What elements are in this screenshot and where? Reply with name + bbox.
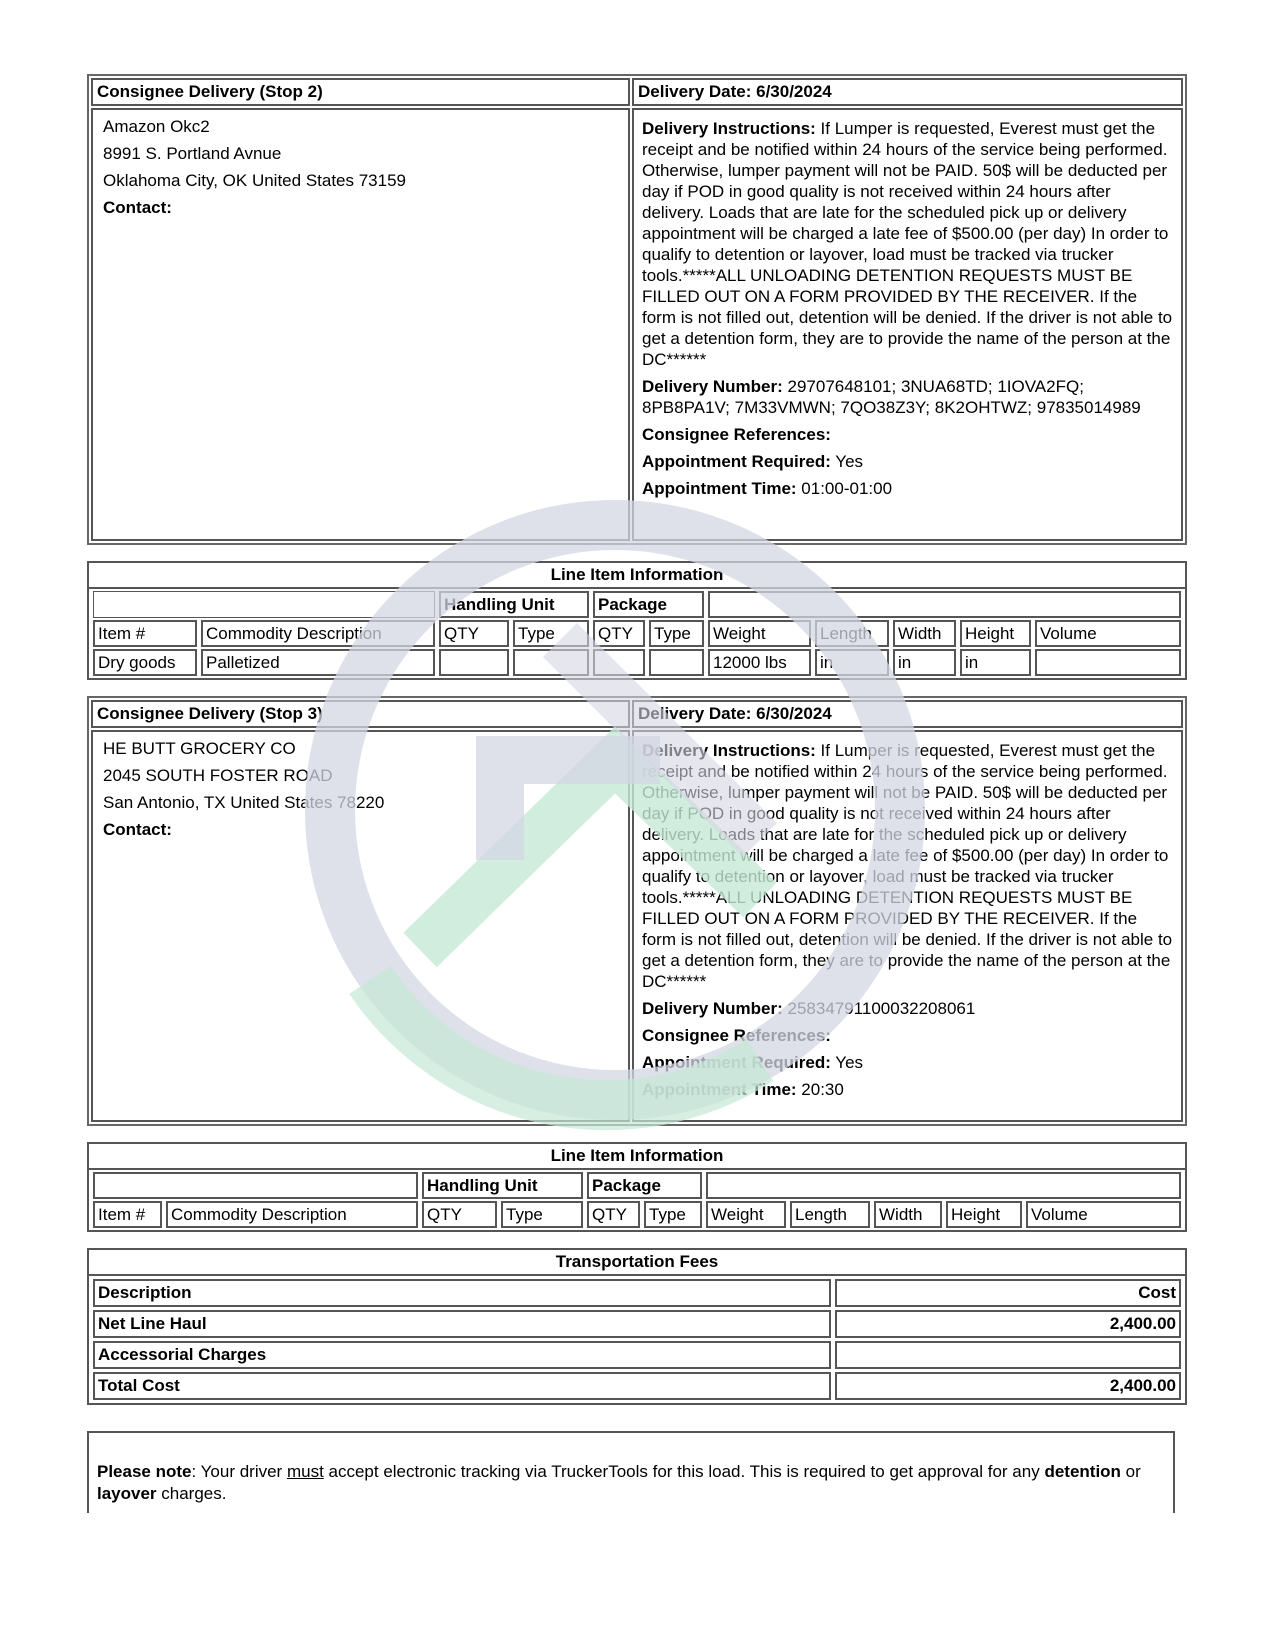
stop2-address-cell	[91, 108, 630, 541]
col-pkg-type: Type	[649, 620, 704, 647]
cell-hu-qty	[439, 649, 509, 676]
col-pkg-qty: QTY	[593, 620, 645, 647]
cell-length: in	[815, 649, 889, 676]
table-row	[93, 649, 1181, 676]
stop3-instructions-label: Delivery Instructions:	[642, 741, 816, 760]
col-item-number: Item #	[93, 620, 197, 647]
col-hu-type: Type	[513, 620, 589, 647]
note-layover: layover	[97, 1484, 157, 1503]
note-text: : Your driver	[191, 1462, 287, 1481]
col-hu-type: Type	[501, 1201, 583, 1228]
line-items-1-title: Line Item Information	[89, 563, 1185, 589]
table-row	[93, 1341, 1181, 1369]
line-items-1-package: Package	[593, 591, 704, 618]
stop2-instructions-text: If Lumper is requested, Everest must get the receipt and be notified within 24 hours of the service being performed. Otherwise, lumper payment will not be PAID. 50$ will be deducted per day if POD in good quality is not received within 24 hours after delivery. Loads that are late for the scheduled pick up or delivery appointment will be charged a late fee of $500.00 (per day) In order to qualify to detention or layover, load must be tracked via trucker tools.*****ALL UNLOADING DETENTION REQUESTS MUST BE FILLED OUT ON A FORM PROVIDED BY THE RECEIVER. If the form is not filled out, detention will be denied. If the driver is not able to get a detention form, they are to provide the name of the person at the DC******	[642, 119, 1173, 369]
line-items-1-spacer-right	[708, 591, 1181, 618]
stop3-address-cell	[91, 730, 630, 1122]
stop2-references-label: Consignee References:	[642, 425, 831, 444]
stop2-contact-label: Contact:	[103, 198, 172, 217]
line-items-2-package: Package	[587, 1172, 702, 1199]
cell-weight: 12000 lbs	[708, 649, 811, 676]
col-hu-qty: QTY	[422, 1201, 497, 1228]
col-item-number: Item #	[93, 1201, 162, 1228]
table-row	[93, 1372, 1181, 1400]
col-volume: Volume	[1026, 1201, 1181, 1228]
col-hu-qty: QTY	[439, 620, 509, 647]
stop3-appt-required-label: Appointment Required:	[642, 1053, 831, 1072]
line-items-1-handling-unit: Handling Unit	[439, 591, 589, 618]
stop2-header: Consignee Delivery (Stop 2)	[91, 78, 630, 106]
stop3-contact-label: Contact:	[103, 820, 172, 839]
line-items-2-title: Line Item Information	[89, 1144, 1185, 1170]
cell-pkg-qty	[593, 649, 645, 676]
fees-title: Transportation Fees	[89, 1250, 1185, 1276]
col-commodity: Commodity Description	[166, 1201, 418, 1228]
stop2-delivery-number-label: Delivery Number:	[642, 377, 783, 396]
stop2-instructions-label: Delivery Instructions:	[642, 119, 816, 138]
note-detention: detention	[1044, 1462, 1121, 1481]
cell-pkg-type	[649, 649, 704, 676]
stop2-delivery-date: Delivery Date: 6/30/2024	[632, 78, 1183, 106]
fee-cost: 2,400.00	[835, 1372, 1181, 1400]
line-items-1	[87, 561, 1187, 680]
cell-height: in	[960, 649, 1031, 676]
col-pkg-type: Type	[644, 1201, 702, 1228]
stop3-city: San Antonio, TX United States 78220	[103, 793, 385, 812]
col-pkg-qty: QTY	[587, 1201, 640, 1228]
fee-cost: 2,400.00	[835, 1310, 1181, 1338]
note-must: must	[286, 1462, 324, 1481]
fees-desc-header: Description	[93, 1279, 831, 1307]
line-items-2	[87, 1142, 1187, 1232]
note-text: charges.	[156, 1484, 227, 1503]
col-width: Width	[893, 620, 956, 647]
col-width: Width	[874, 1201, 942, 1228]
fees-cost-header: Cost	[835, 1279, 1181, 1307]
stop2-appt-time-label: Appointment Time:	[642, 479, 797, 498]
stop3-header: Consignee Delivery (Stop 3)	[91, 700, 630, 728]
stop2-street: 8991 S. Portland Avnue	[103, 144, 282, 163]
stop3-appt-time-label: Appointment Time:	[642, 1080, 797, 1099]
line-items-2-handling-unit: Handling Unit	[422, 1172, 583, 1199]
stop2-instructions-cell	[632, 108, 1183, 541]
stop3-references-label: Consignee References:	[642, 1026, 831, 1045]
fee-desc: Net Line Haul	[93, 1310, 831, 1338]
stop2-appt-time: 01:00-01:00	[796, 479, 893, 498]
cell-hu-type	[513, 649, 589, 676]
col-length: Length	[790, 1201, 870, 1228]
stop2-delivery-number: 29707648101; 3NUA68TD; 1IOVA2FQ; 8PB8PA1V; 7M33VMWN; 7QO38Z3Y; 8K2OHTWZ; 97835014989	[642, 377, 1141, 417]
transportation-fees	[87, 1248, 1187, 1405]
stop3-company: HE BUTT GROCERY CO	[103, 739, 296, 758]
line-items-1-spacer	[93, 591, 435, 618]
note-text: or	[1120, 1462, 1141, 1481]
tracking-note	[87, 1431, 1175, 1513]
table-row	[93, 1310, 1181, 1338]
stop3-table	[87, 696, 1187, 1126]
note-label: Please note	[97, 1462, 192, 1481]
stop3-instructions-text: If Lumper is requested, Everest must get the receipt and be notified within 24 hours of the service being performed. Otherwise, lumper payment will not be PAID. 50$ will be deducted per day if POD in good quality is not received within 24 hours after delivery. Loads that are late for the scheduled pick up or delivery appointment will be charged a late fee of $500.00 (per day) In order to qualify to detention or layover, load must be tracked via trucker tools.*****ALL UNLOADING DETENTION REQUESTS MUST BE FILLED OUT ON A FORM PROVIDED BY THE RECEIVER. If the form is not filled out, detention will be denied. If the driver is not able to get a detention form, they are to provide the name of the person at the DC******	[642, 741, 1173, 991]
col-height: Height	[960, 620, 1031, 647]
stop2-appt-required: Yes	[830, 452, 864, 471]
stop2-company: Amazon Okc2	[103, 117, 210, 136]
cell-volume	[1035, 649, 1181, 676]
stop2-table	[87, 74, 1187, 545]
line-items-2-spacer-right	[706, 1172, 1181, 1199]
col-length: Length	[815, 620, 889, 647]
cell-commodity: Palletized	[201, 649, 435, 676]
fee-desc: Total Cost	[93, 1372, 831, 1400]
line-items-2-spacer	[93, 1172, 418, 1199]
stop3-street: 2045 SOUTH FOSTER ROAD	[103, 766, 333, 785]
stop2-appt-required-label: Appointment Required:	[642, 452, 831, 471]
col-height: Height	[946, 1201, 1022, 1228]
stop2-city: Oklahoma City, OK United States 73159	[103, 171, 407, 190]
document-page	[87, 74, 1187, 1513]
note-text: accept electronic tracking via TruckerTools for this load. This is required to get approval for any	[323, 1462, 1045, 1481]
stop3-appt-required: Yes	[830, 1053, 864, 1072]
col-volume: Volume	[1035, 620, 1181, 647]
stop3-delivery-date: Delivery Date: 6/30/2024	[632, 700, 1183, 728]
cell-width: in	[893, 649, 956, 676]
fee-cost	[835, 1341, 1181, 1369]
col-weight: Weight	[708, 620, 811, 647]
col-commodity: Commodity Description	[201, 620, 435, 647]
stop3-appt-time: 20:30	[796, 1080, 844, 1099]
cell-item: Dry goods	[93, 649, 197, 676]
stop3-delivery-number: 25834791100032208061	[782, 999, 976, 1018]
stop3-delivery-number-label: Delivery Number:	[642, 999, 783, 1018]
fee-desc: Accessorial Charges	[93, 1341, 831, 1369]
col-weight: Weight	[706, 1201, 786, 1228]
stop3-instructions-cell	[632, 730, 1183, 1122]
